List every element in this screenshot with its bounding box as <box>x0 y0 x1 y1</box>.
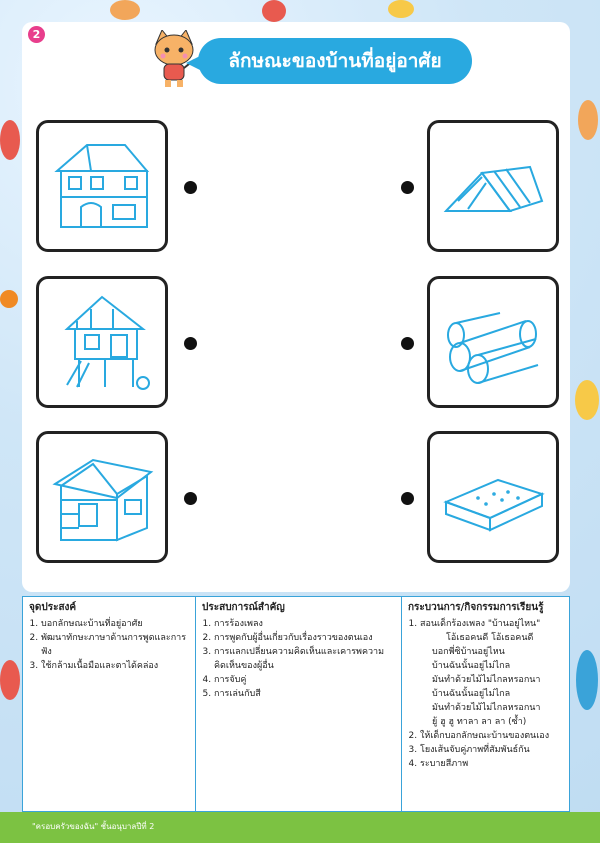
activities-heading: กระบวนการ/กิจกรรมการเรียนรู้ <box>408 602 544 613</box>
experience-item: 5. การเล่นกับสี <box>214 687 395 701</box>
match-dot-left[interactable] <box>184 337 197 350</box>
activity-item: 4. ระบายสีภาพ <box>420 757 563 771</box>
match-dot-right[interactable] <box>401 181 414 194</box>
lyric-line: มันทำด้วยไม้ไม่ไกลหรอกนา <box>432 675 541 685</box>
footer-text: "ครอบครัวของฉัน" ชั้นอนุบาลปีที่ 2 <box>32 822 155 831</box>
ball-icon <box>0 290 18 308</box>
activity-item: 3. โยงเส้นจับคู่ภาพที่สัมพันธ์กัน <box>420 743 563 757</box>
objectives-heading: จุดประสงค์ <box>29 602 77 613</box>
picture-card-two-storey-house[interactable] <box>36 120 168 252</box>
picture-card-logs[interactable] <box>427 276 559 408</box>
picture-card-stilt-hut[interactable] <box>36 276 168 408</box>
match-dot-right[interactable] <box>401 337 414 350</box>
thatch-roof-icon <box>438 131 548 241</box>
experience-item: 2. การพูดกับผู้อื่นเกี่ยวกับเรื่องราวของตนเอง <box>214 631 395 645</box>
page-title: ลักษณะของบ้านที่อยู่อาศัย <box>198 38 472 84</box>
decorative-child-figure <box>262 0 286 22</box>
lyric-line: บอกพี่ซิบ้านอยู่ไหน <box>432 647 505 657</box>
lesson-info-table <box>22 596 570 812</box>
decorative-child-figure <box>110 0 140 20</box>
two-storey-house-icon <box>47 131 157 241</box>
activity-item <box>420 617 563 729</box>
match-dot-right[interactable] <box>401 492 414 505</box>
wooden-cottage-icon <box>47 442 157 552</box>
match-dot-left[interactable] <box>184 492 197 505</box>
page-number-badge: 2 <box>28 26 45 43</box>
objective-item: 2. พัฒนาทักษะภาษาด้านการพูดและการฟัง <box>41 631 189 659</box>
match-dot-left[interactable] <box>184 181 197 194</box>
decorative-child-figure <box>576 650 598 710</box>
objectives-column <box>23 597 195 811</box>
logs-icon <box>438 287 548 397</box>
lyric-line: บ้านฉันนั้นอยู่ไม่ไกล <box>432 661 511 671</box>
experiences-heading: ประสบการณ์สำคัญ <box>202 602 285 613</box>
objective-item: 3. ใช้กล้ามเนื้อมือและตาได้คล่อง <box>41 659 189 673</box>
picture-card-mattress[interactable] <box>427 431 559 563</box>
picture-card-wooden-cottage[interactable] <box>36 431 168 563</box>
objective-item: 1. บอกลักษณะบ้านที่อยู่อาศัย <box>41 617 189 631</box>
activity-item: 2. ให้เด็กบอกลักษณะบ้านของตนเอง <box>420 729 563 743</box>
decorative-child-figure <box>575 380 599 420</box>
experience-item: 1. การร้องเพลง <box>214 617 395 631</box>
stilt-hut-icon <box>47 287 157 397</box>
activity-item-text: สอนเด็กร้องเพลง "บ้านอยู่ไหน" <box>420 619 541 629</box>
lyric-line: บ้านฉันนั้นอยู่ไม่ไกล <box>432 689 511 699</box>
experience-item: 3. การแลกเปลี่ยนความคิดเห็นและเคารพความคิดเห็นของผู้อื่น <box>214 645 395 673</box>
activities-column <box>401 597 569 811</box>
experiences-column <box>195 597 401 811</box>
decorative-child-figure <box>0 120 20 160</box>
lyric-line: โอ้เธอคนดี โอ้เธอคนดี <box>446 633 534 643</box>
lyric-line: ยู้ ฮู ฮู ทาลา ลา ลา (ซ้ำ) <box>432 717 527 727</box>
song-lyrics <box>420 631 563 729</box>
footer-bar <box>0 812 600 843</box>
experience-item: 4. การจับคู่ <box>214 673 395 687</box>
decorative-child-figure <box>388 0 414 18</box>
mattress-icon <box>438 442 548 552</box>
lyric-line: มันทำด้วยไม้ไม่ไกลหรอกนา <box>432 703 541 713</box>
decorative-child-figure <box>0 660 20 700</box>
picture-card-thatch-roof[interactable] <box>427 120 559 252</box>
decorative-child-figure <box>578 100 598 140</box>
